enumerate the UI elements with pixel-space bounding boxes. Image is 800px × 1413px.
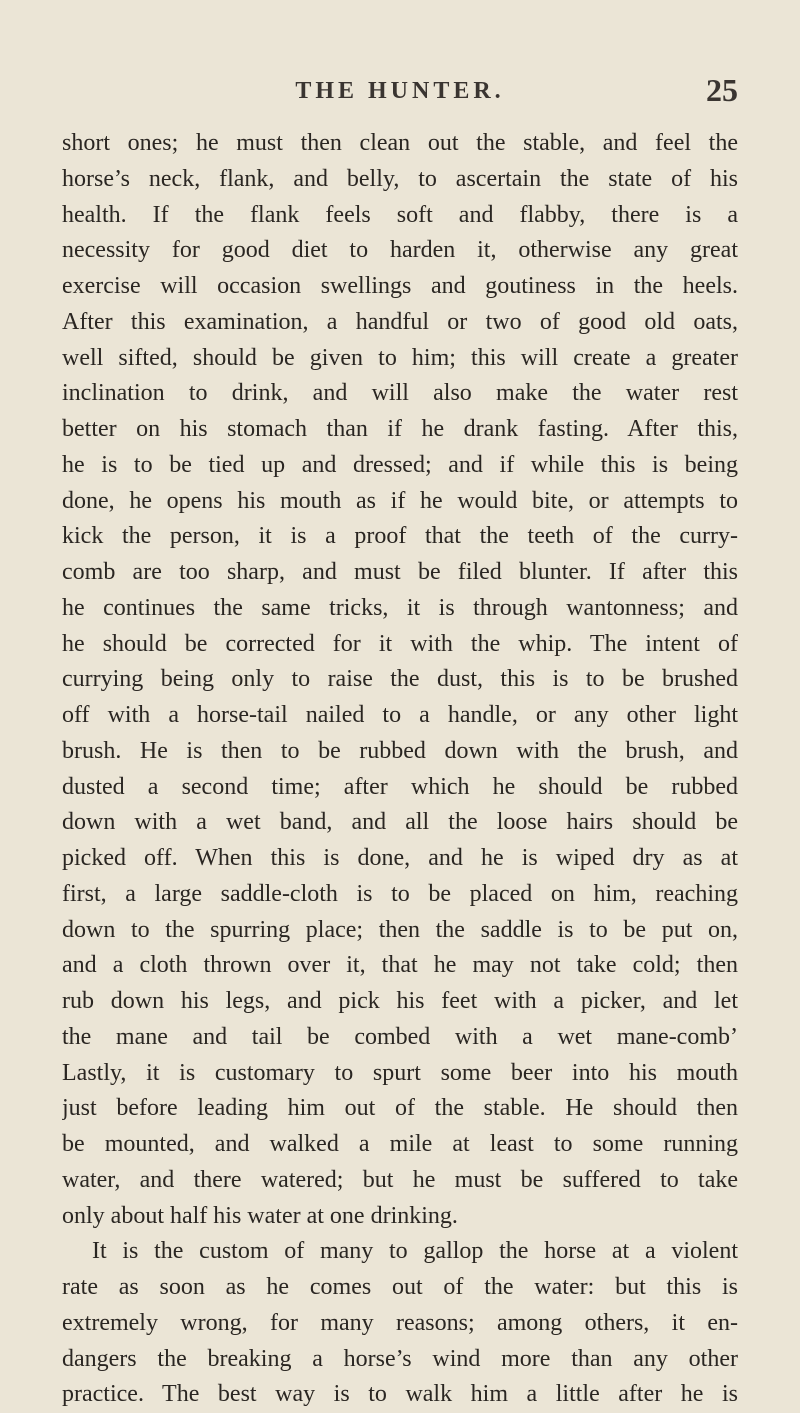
text-line: kick the person, it is a proof that the teeth of the curry- xyxy=(62,523,738,550)
text-line: down with a wet band, and all the loose hairs should be xyxy=(62,809,738,836)
body-text xyxy=(62,126,738,1413)
text-line: done, he opens his mouth as if he would bite, or attempts to xyxy=(62,487,738,514)
text-line: be mounted, and walked a mile at least to some running xyxy=(62,1131,738,1157)
text-line: off with a horse-tail nailed to a handle, or any other light xyxy=(62,702,738,728)
page-number: 25 xyxy=(706,72,738,108)
text-line: down to the spurring place; then the saddle is to be put on, xyxy=(62,916,738,943)
text-line: After this examination, a handful or two of good old oats, xyxy=(62,308,738,335)
text-line: inclination to drink, and will also make the water rest xyxy=(62,380,738,407)
text-line: well sifted, should be given to him; this will create a greater xyxy=(62,344,738,371)
running-title: THE HUNTER. xyxy=(295,78,505,104)
paragraph-end-line: only about half his water at one drinking. xyxy=(62,1202,458,1229)
text-line: he is to be tied up and dressed; and if while this is being xyxy=(62,451,738,478)
text-line: he continues the same tricks, it is through wantonness; and xyxy=(62,594,738,621)
text-line: just before leading him out of the stable. He should then xyxy=(62,1095,738,1122)
text-line: horse’s neck, flank, and belly, to ascertain the state of his xyxy=(62,165,738,192)
text-line: rate as soon as he comes out of the water: but this is xyxy=(62,1274,738,1300)
text-line: first, a large saddle-cloth is to be placed on him, reaching xyxy=(62,880,738,907)
text-line: dusted a second time; after which he should be rubbed xyxy=(62,773,738,800)
text-line: he should be corrected for it with the whip. The intent of xyxy=(62,630,738,657)
text-line: Lastly, it is customary to spurt some beer into his mouth xyxy=(62,1059,738,1086)
running-head xyxy=(62,72,738,112)
text-line: water, and there watered; but he must be suffered to take xyxy=(62,1166,738,1193)
text-line: health. If the flank feels soft and flabby, there is a xyxy=(62,201,738,228)
text-line: better on his stomach than if he drank fasting. After this, xyxy=(62,416,738,442)
text-line: brush. He is then to be rubbed down with the brush, and xyxy=(62,737,738,764)
text-line: dangers the breaking a horse’s wind more than any other xyxy=(62,1345,738,1372)
text-line: the mane and tail be combed with a wet mane-comb’ xyxy=(62,1023,738,1050)
text-line: necessity for good diet to harden it, otherwise any great xyxy=(62,237,738,264)
text-line: comb are too sharp, and must be filed blunter. If after this xyxy=(62,559,738,585)
text-line: picked off. When this is done, and he is wiped dry as at xyxy=(62,845,738,871)
text-line: extremely wrong, for many reasons; among others, it en- xyxy=(62,1309,738,1336)
text-line: exercise will occasion swellings and goutiness in the heels. xyxy=(62,273,738,299)
paragraph-start-line: It is the custom of many to gallop the horse at a violent xyxy=(92,1238,738,1265)
text-line: and a cloth thrown over it, that he may not take cold; then xyxy=(62,952,738,979)
text-line: practice. The best way is to walk him a little after he is xyxy=(62,1381,738,1408)
text-line: short ones; he must then clean out the stable, and feel the xyxy=(62,130,738,156)
text-line: rub down his legs, and pick his feet with a picker, and let xyxy=(62,988,738,1014)
text-line: currying being only to raise the dust, this is to be brushed xyxy=(62,666,738,693)
